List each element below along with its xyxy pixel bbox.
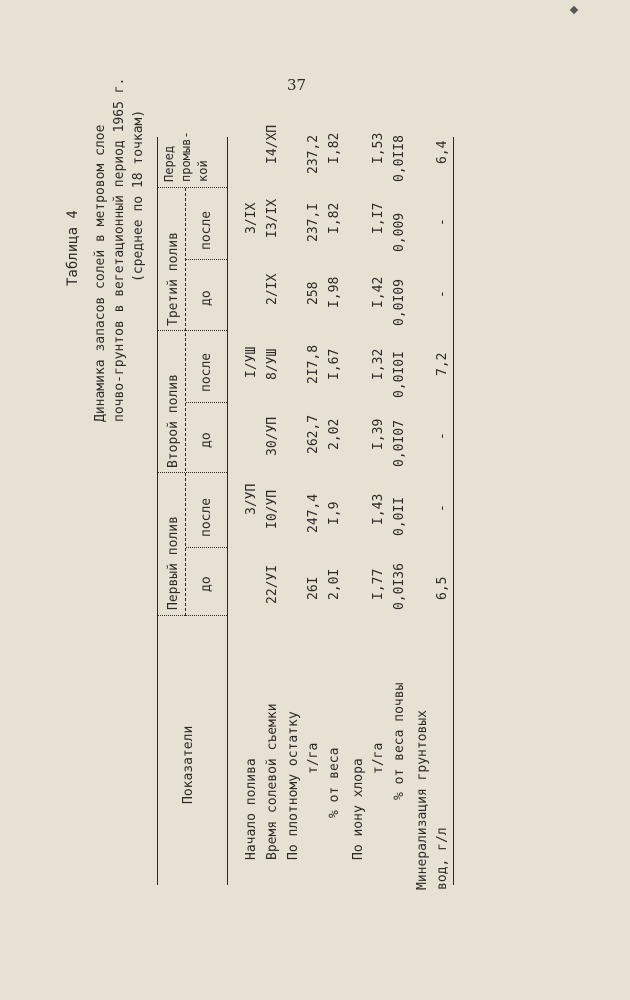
cell: I,53 bbox=[371, 132, 386, 164]
cell: 237,2 bbox=[306, 134, 321, 174]
cell: 8/УШ bbox=[265, 348, 280, 380]
cell: 0,0I0I bbox=[392, 351, 407, 398]
row-label: вод, г/л bbox=[435, 827, 450, 890]
row-label: т/га bbox=[306, 742, 321, 774]
row-label: По плотному остатку bbox=[286, 711, 301, 860]
cell: I,42 bbox=[371, 276, 386, 308]
table-label: Таблица 4 bbox=[65, 210, 81, 286]
cell: 2,0I bbox=[327, 568, 342, 600]
cell: 7,2 bbox=[435, 352, 450, 376]
cell: 0,009 bbox=[392, 212, 407, 252]
cell: 6,4 bbox=[435, 140, 450, 164]
cell: 0,0I09 bbox=[392, 279, 407, 326]
row-label: т/га bbox=[371, 742, 386, 774]
cell: I/УШ bbox=[244, 346, 259, 378]
header-last-line-3: кой bbox=[196, 160, 210, 182]
column-divider bbox=[186, 402, 227, 403]
header-group-3: Третий полив bbox=[166, 232, 181, 326]
row-label: По иону хлора bbox=[351, 758, 366, 860]
cell: I0/УП bbox=[265, 489, 280, 529]
cell: 0,0I36 bbox=[392, 563, 407, 610]
column-divider bbox=[158, 615, 227, 616]
row-label: Начало полива bbox=[244, 758, 259, 860]
cell: 0,0II bbox=[392, 496, 407, 536]
cell: 6,5 bbox=[435, 576, 450, 600]
cell: 0,0II8 bbox=[392, 135, 407, 182]
table-title-line-2: почво-грунтов в вегетационный период 1965 г. bbox=[112, 77, 127, 422]
row-label: Время солевой съемки bbox=[265, 703, 280, 860]
cell: I,43 bbox=[371, 493, 386, 525]
cell: 262,7 bbox=[306, 414, 321, 454]
header-sub-before: до bbox=[199, 290, 214, 306]
cell: I,77 bbox=[371, 568, 386, 600]
header-group-2: Второй полив bbox=[166, 374, 181, 468]
cell: - bbox=[435, 290, 450, 298]
table-title-line-3: (среднее по 18 точкам) bbox=[131, 109, 146, 282]
cell: I,82 bbox=[327, 132, 342, 164]
header-sub-after: после bbox=[199, 497, 214, 537]
header-sub-after: после bbox=[199, 352, 214, 392]
row-label: Минерализация грунтовых bbox=[415, 709, 430, 890]
column-divider bbox=[158, 330, 227, 331]
header-last-line-1: Перед bbox=[162, 145, 176, 182]
header-sub-after: после bbox=[199, 210, 214, 250]
cell: 2I7,8 bbox=[306, 344, 321, 384]
cell: I,I7 bbox=[371, 202, 386, 234]
cell: I,82 bbox=[327, 202, 342, 234]
cell: 30/УП bbox=[265, 416, 280, 456]
cell: I,9 bbox=[327, 501, 342, 525]
table-title-line-1: Динамика запасов солей в метровом слое bbox=[93, 124, 108, 422]
row-label: % от веса bbox=[327, 747, 342, 818]
cell: I4/XП bbox=[265, 124, 280, 164]
column-divider bbox=[186, 259, 227, 260]
cell: 258 bbox=[306, 281, 321, 305]
cell: 2,02 bbox=[327, 418, 342, 450]
cell: 3/УП bbox=[244, 483, 259, 515]
table-top-rule bbox=[157, 137, 158, 885]
cell: - bbox=[435, 504, 450, 512]
cell: - bbox=[435, 432, 450, 440]
page-number: 37 bbox=[287, 76, 307, 94]
header-indicators: Показатели bbox=[181, 725, 196, 804]
column-divider bbox=[158, 187, 227, 188]
cell: I,39 bbox=[371, 418, 386, 450]
cell: I,98 bbox=[327, 276, 342, 308]
cell: 22/УI bbox=[265, 564, 280, 604]
header-sub-before: до bbox=[199, 576, 214, 592]
cell: 237,I bbox=[306, 202, 321, 242]
column-divider bbox=[186, 547, 227, 548]
cell: - bbox=[435, 218, 450, 226]
header-last-line-2: промыв- bbox=[179, 131, 193, 182]
column-divider bbox=[158, 472, 227, 473]
row-label: % от веса почвы bbox=[392, 682, 407, 800]
cell: 2/IX bbox=[265, 273, 280, 305]
header-group-1: Первый полив bbox=[166, 516, 181, 610]
cell: 247,4 bbox=[306, 493, 321, 533]
cell: I,32 bbox=[371, 348, 386, 380]
table-header-bottom-rule bbox=[227, 137, 228, 885]
cell: 26I bbox=[306, 576, 321, 600]
table-bottom-rule bbox=[453, 137, 454, 885]
cell: 0,0I07 bbox=[392, 420, 407, 467]
cell: 3/IX bbox=[244, 202, 259, 234]
header-sub-before: до bbox=[199, 432, 214, 448]
cell: I,67 bbox=[327, 348, 342, 380]
cell: I3/IX bbox=[265, 198, 280, 238]
